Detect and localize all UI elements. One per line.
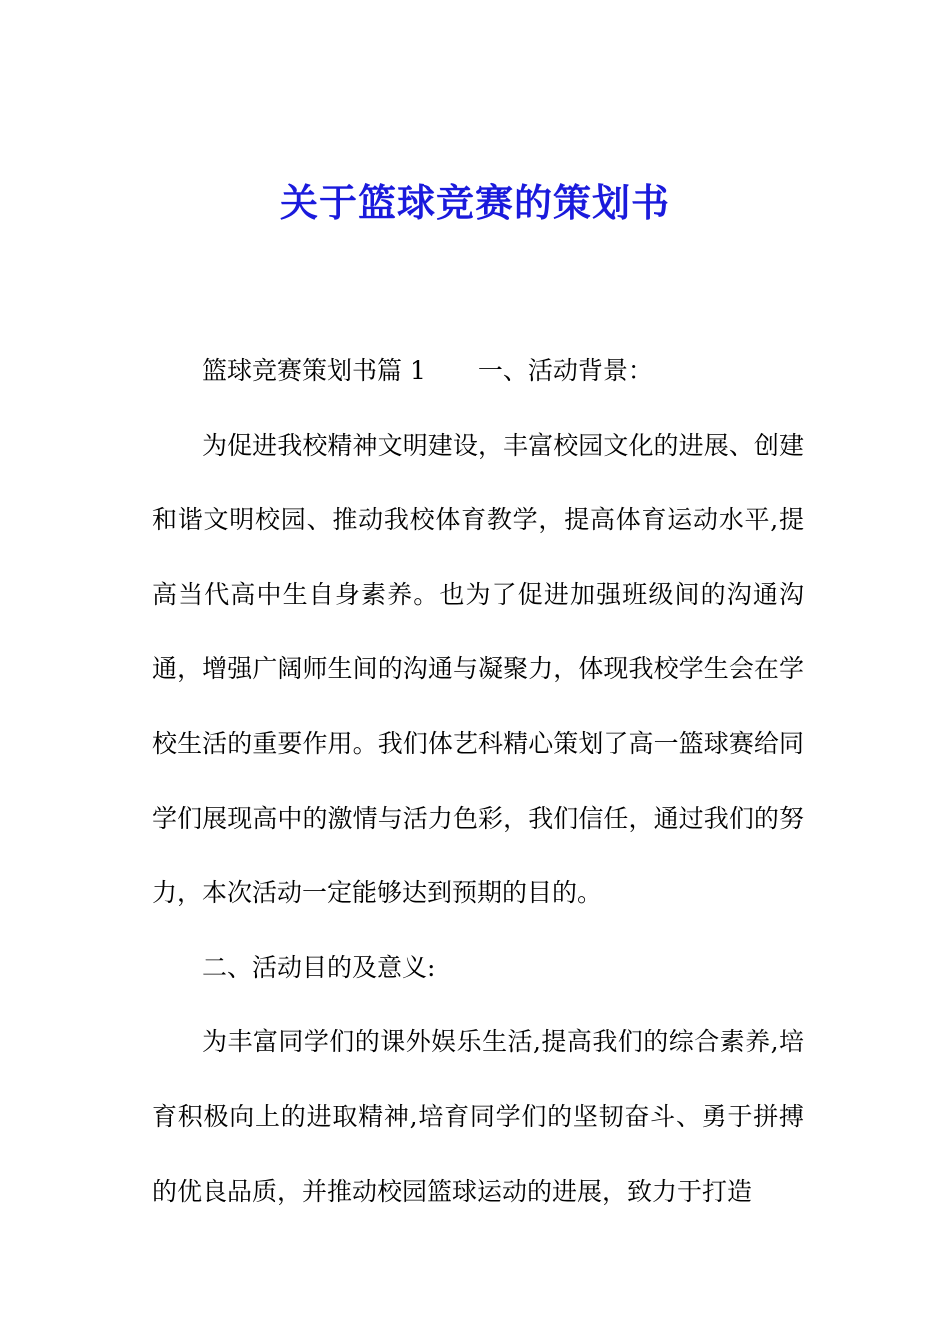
document-body xyxy=(152,334,804,1229)
document-title: 关于篮球竞赛的策划书 xyxy=(279,180,670,225)
article-label: 篮球竞赛策划书篇 1 xyxy=(202,356,426,385)
heading-line xyxy=(152,334,804,409)
paragraph-1: 为促进我校精神文明建设，丰富校园文化的进展、创建和谐文明校园、推动我校体育教学，提高体育运动水平,提高当代高中生自身素养。也为了促进加强班级间的沟通沟通，增强广阔师生间的沟通与凝聚力，体现我校学生会在学校生活的重要作用。我们体艺科精心策划了高一篮球赛给同学们展现高中的激情与活力色彩，我们信任，通过我们的努力，本次活动一定能够达到预期的目的。 xyxy=(152,430,804,908)
section-2-heading: 二、活动目的及意义: xyxy=(202,952,436,982)
section-1-heading: 一、活动背景： xyxy=(477,356,653,385)
paragraph-2: 为丰富同学们的课外娱乐生活,提高我们的综合素养,培育积极向上的进取精神,培育同学们的坚韧奋斗、勇于拼搏的优良品质，并推动校园篮球运动的进展，致力于打造 xyxy=(152,1027,804,1206)
